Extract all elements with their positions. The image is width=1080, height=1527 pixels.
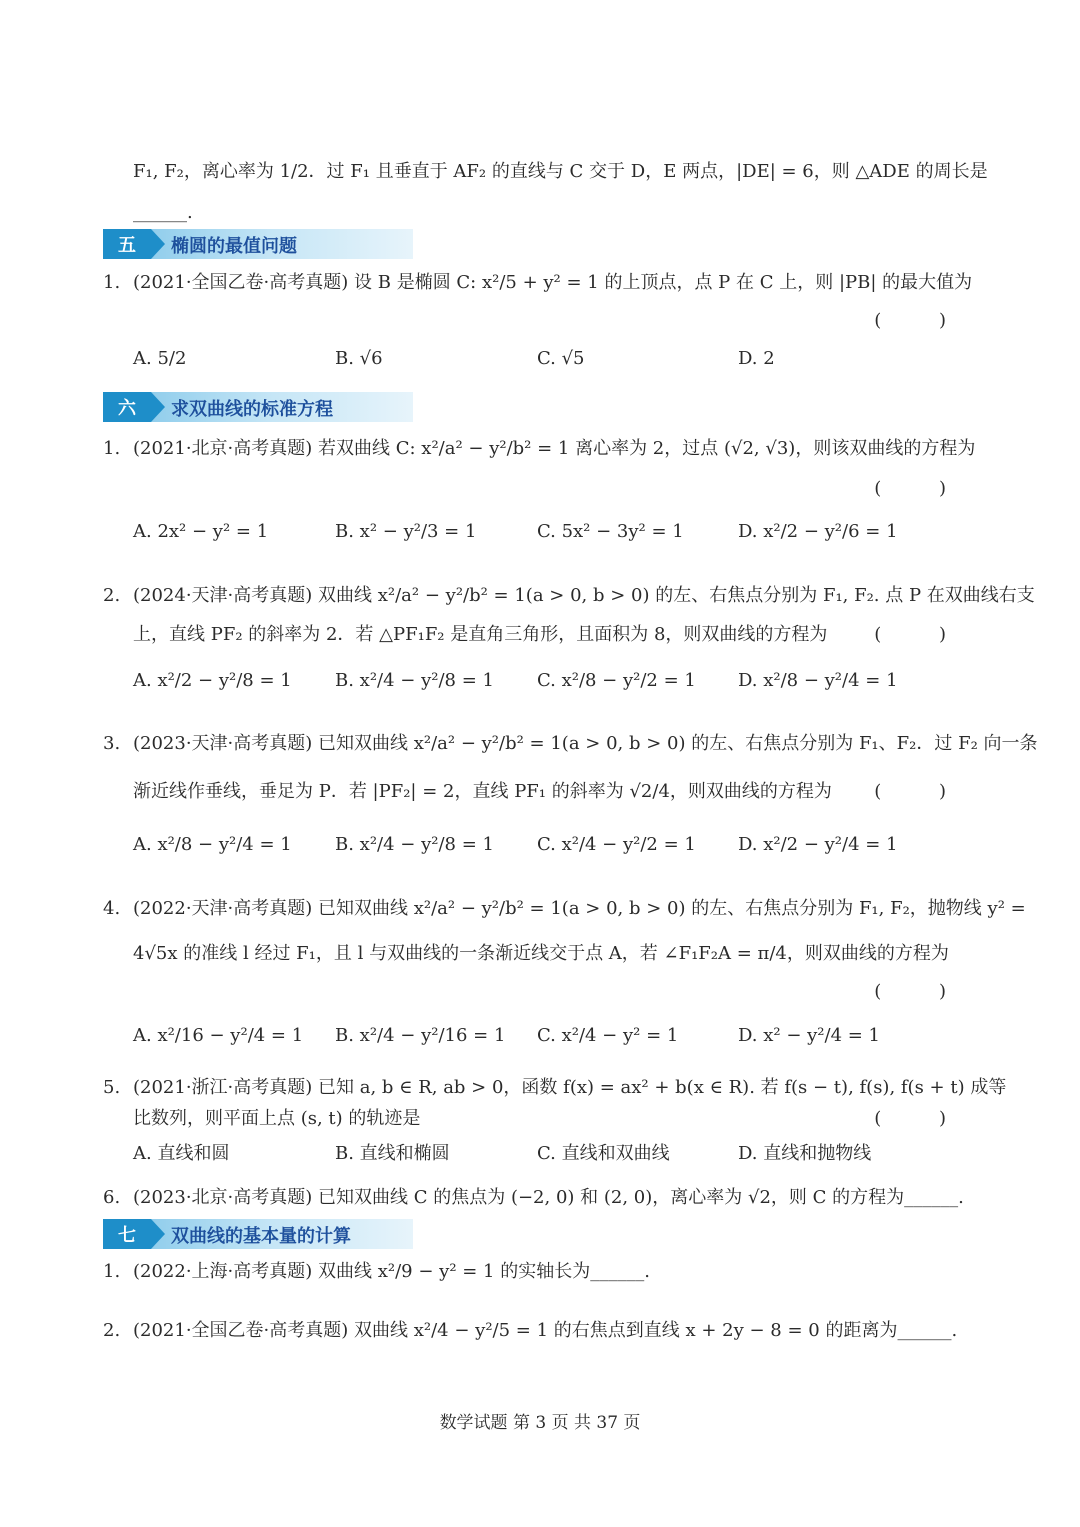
question-number: 1. (103, 438, 121, 459)
section-header-5 (103, 229, 413, 259)
option-a: A. 2x² − y² = 1 (133, 521, 269, 542)
question-text-line-2: 上，直线 PF₂ 的斜率为 2．若 △PF₁F₂ 是直角三角形，且面积为 8，则双曲线的方程为 (133, 624, 828, 645)
page-footer: 数学试题 第 3 页 共 37 页 (439, 1413, 641, 1433)
section-arrow-icon (151, 229, 165, 259)
option-c: C. x²/4 − y²/2 = 1 (537, 834, 696, 855)
section-tag: 六 (103, 392, 151, 422)
question-text: (2021·北京·高考真题) 若双曲线 C: x²/a² − y²/b² = 1 离心率为 2，过点 (√2, √3)，则该双曲线的方程为 (133, 438, 976, 459)
question-text-line-1: (2024·天津·高考真题) 双曲线 x²/a² − y²/b² = 1(a > 0, b > 0) 的左、右焦点分别为 F₁, F₂. 点 P 在双曲线右支 (133, 585, 1035, 606)
question-text-line-2: 比数列，则平面上点 (s, t) 的轨迹是 (133, 1108, 421, 1129)
option-c: C. √5 (537, 348, 585, 369)
option-c: C. x²/4 − y² = 1 (537, 1025, 679, 1046)
answer-paren: ( ) (874, 781, 972, 802)
option-a: A. x²/16 − y²/4 = 1 (133, 1025, 304, 1046)
answer-paren: ( ) (874, 478, 972, 499)
section-header-7 (103, 1219, 413, 1249)
section-arrow-icon (151, 1219, 165, 1249)
question-number: 1. (103, 272, 121, 293)
question-text: (2021·全国乙卷·高考真题) 设 B 是椭圆 C: x²/5 + y² = 1 的上顶点，点 P 在 C 上，则 |PB| 的最大值为 (133, 272, 973, 293)
question-text: (2021·全国乙卷·高考真题) 双曲线 x²/4 − y²/5 = 1 的右焦点到直线 x + 2y − 8 = 0 的距离为______. (133, 1320, 958, 1341)
question-text: (2022·上海·高考真题) 双曲线 x²/9 − y² = 1 的实轴长为______. (133, 1261, 650, 1282)
intro-line-2: ______. (133, 202, 193, 223)
option-b: B. x²/4 − y²/8 = 1 (335, 670, 494, 691)
option-b: B. x²/4 − y²/16 = 1 (335, 1025, 506, 1046)
option-b: B. x² − y²/3 = 1 (335, 521, 477, 542)
section-tag: 七 (103, 1219, 151, 1249)
question-number: 1. (103, 1261, 121, 1282)
option-a: A. 5/2 (133, 348, 187, 369)
section-tag: 五 (103, 229, 151, 259)
question-text-line-2: 4√5x 的准线 l 经过 F₁，且 l 与双曲线的一条渐近线交于点 A，若 ∠F₁F₂A = π/4，则双曲线的方程为 (133, 943, 949, 964)
option-d: D. 2 (738, 348, 775, 369)
question-number: 6. (103, 1187, 121, 1208)
section-arrow-icon (151, 392, 165, 422)
question-text: (2023·北京·高考真题) 已知双曲线 C 的焦点为 (−2, 0) 和 (2, 0)，离心率为 √2，则 C 的方程为______. (133, 1187, 964, 1208)
option-c: C. 直线和双曲线 (537, 1143, 670, 1164)
question-text-line-2: 渐近线作垂线，垂足为 P．若 |PF₂| = 2，直线 PF₁ 的斜率为 √2/4，则双曲线的方程为 (133, 781, 832, 802)
intro-line-1: F₁, F₂，离心率为 1/2．过 F₁ 且垂直于 AF₂ 的直线与 C 交于 D，E 两点，|DE| = 6，则 △ADE 的周长是 (133, 161, 988, 182)
option-c: C. x²/8 − y²/2 = 1 (537, 670, 696, 691)
option-d: D. x²/2 − y²/4 = 1 (738, 834, 898, 855)
section-title: 双曲线的基本量的计算 (171, 1226, 351, 1247)
section-title: 椭圆的最值问题 (171, 236, 297, 257)
option-c: C. 5x² − 3y² = 1 (537, 521, 684, 542)
question-number: 5. (103, 1077, 121, 1098)
option-a: A. x²/2 − y²/8 = 1 (133, 670, 292, 691)
answer-paren: ( ) (874, 981, 972, 1002)
question-number: 3. (103, 733, 121, 754)
question-text-line-1: (2022·天津·高考真题) 已知双曲线 x²/a² − y²/b² = 1(a > 0, b > 0) 的左、右焦点分别为 F₁, F₂，抛物线 y² = (133, 898, 1026, 919)
option-a: A. x²/8 − y²/4 = 1 (133, 834, 292, 855)
question-number: 4. (103, 898, 121, 919)
question-number: 2. (103, 585, 121, 606)
option-d: D. x²/8 − y²/4 = 1 (738, 670, 898, 691)
option-d: D. 直线和抛物线 (738, 1143, 872, 1164)
section-header-6 (103, 392, 413, 422)
option-b: B. 直线和椭圆 (335, 1143, 450, 1164)
answer-paren: ( ) (874, 310, 972, 331)
option-d: D. x²/2 − y²/6 = 1 (738, 521, 898, 542)
option-a: A. 直线和圆 (133, 1143, 230, 1164)
question-text-line-1: (2021·浙江·高考真题) 已知 a, b ∈ R, ab > 0，函数 f(x) = ax² + b(x ∈ R). 若 f(s − t), f(s), f(s + t) 成等 (133, 1077, 1007, 1098)
section-title: 求双曲线的标准方程 (171, 399, 333, 420)
option-d: D. x² − y²/4 = 1 (738, 1025, 881, 1046)
question-number: 2. (103, 1320, 121, 1341)
answer-paren: ( ) (874, 624, 972, 645)
option-b: B. √6 (335, 348, 383, 369)
option-b: B. x²/4 − y²/8 = 1 (335, 834, 494, 855)
answer-paren: ( ) (874, 1108, 972, 1129)
question-text-line-1: (2023·天津·高考真题) 已知双曲线 x²/a² − y²/b² = 1(a > 0, b > 0) 的左、右焦点分别为 F₁、F₂．过 F₂ 向一条 (133, 733, 1038, 754)
